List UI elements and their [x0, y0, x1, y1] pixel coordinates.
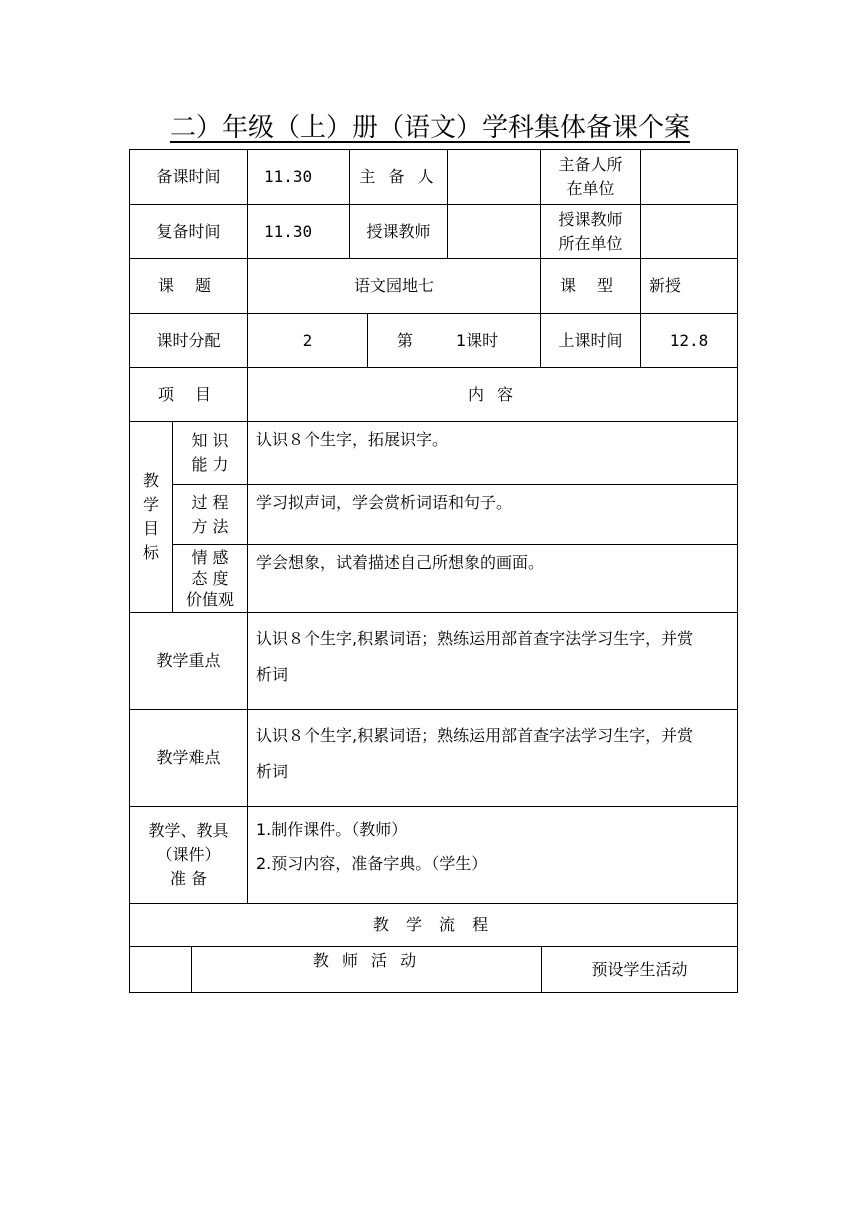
teaching-goals-char-1: 教 [142, 471, 159, 490]
class-time-label: 上课时间 [540, 313, 640, 367]
key-point-label: 教学重点 [129, 612, 247, 709]
preparation-label-line2: （课件） [156, 845, 221, 864]
goal-knowledge-label-line1: 知 识 [191, 431, 229, 450]
topic-label: 课 题 [129, 258, 247, 313]
teacher-unit-label-line1: 授课教师 [558, 209, 623, 229]
preparation-line2: 2.预习内容，准备字典。（学生） [256, 854, 488, 873]
teaching-goals-char-2: 学 [142, 495, 159, 514]
lead-preparer-unit-label-line1: 主备人所 [558, 155, 623, 174]
goal-attitude-label-line3: 价值观 [185, 590, 234, 609]
key-point-line1: 认识８个生字,积累词语；熟练运用部首查字法学习生字，并赏 [256, 629, 694, 648]
topic-value: 语文园地七 [247, 258, 540, 313]
goal-attitude-text: 学会想象，试着描述自己所想象的画面。 [247, 544, 737, 612]
review-time-label: 复备时间 [129, 204, 247, 258]
teaching-flow-heading: 教 学 流 程 [129, 903, 737, 946]
review-time-value: 11.30 [247, 204, 349, 258]
content-header: 内 容 [247, 367, 737, 421]
preparation-label-line1: 教学、教具 [148, 821, 229, 840]
document-title: 二）年级（上）册（语文）学科集体备课个案 [169, 113, 690, 143]
teaching-goals-char-3: 目 [142, 519, 159, 538]
teacher-label: 授课教师 [349, 204, 447, 258]
goal-attitude-label-line1: 情 感 [191, 548, 229, 567]
difficulty-label: 教学难点 [129, 709, 247, 806]
period-number-value: 1课时 [456, 331, 499, 350]
goal-knowledge-text: 认识８个生字，拓展识字。 [247, 421, 737, 484]
preparation-label-line3: 准 备 [169, 869, 208, 888]
period-allocation-value: 2 [247, 313, 367, 367]
goal-process-label-line1: 过 程 [191, 492, 229, 512]
lead-preparer-label: 主 备 人 [349, 149, 447, 204]
goal-process-text: 学习拟声词，学会赏析词语和句子。 [247, 484, 737, 544]
class-time-value: 12.8 [640, 313, 737, 367]
difficulty-line2: 析词 [256, 762, 289, 781]
difficulty-line1: 认识８个生字,积累词语；熟练运用部首查字法学习生字，并赏 [256, 726, 694, 745]
preparation-line1: 1.制作课件。（教师） [256, 820, 408, 839]
goal-knowledge-label-line2: 能 力 [191, 455, 229, 474]
goal-process-label-line2: 方 法 [191, 516, 229, 536]
prep-time-label: 备课时间 [129, 149, 247, 204]
goal-attitude-label-line2: 态 度 [191, 569, 229, 588]
teacher-unit-label-line2: 所在单位 [558, 233, 623, 253]
lesson-type-label: 课 型 [540, 258, 640, 313]
lesson-type-value: 新授 [640, 258, 737, 313]
teacher-activity-header: 教 师 活 动 [191, 946, 541, 992]
item-header: 项 目 [129, 367, 247, 421]
teaching-goals-char-4: 标 [142, 543, 159, 562]
student-activity-header: 预设学生活动 [541, 946, 737, 992]
period-allocation-label: 课时分配 [129, 313, 247, 367]
prep-time-value: 11.30 [247, 149, 349, 204]
key-point-line2: 析词 [256, 665, 289, 684]
lead-preparer-unit-label-line2: 在单位 [566, 179, 615, 198]
table-outer-border [129, 149, 738, 993]
period-number-label: 第 [397, 331, 414, 350]
